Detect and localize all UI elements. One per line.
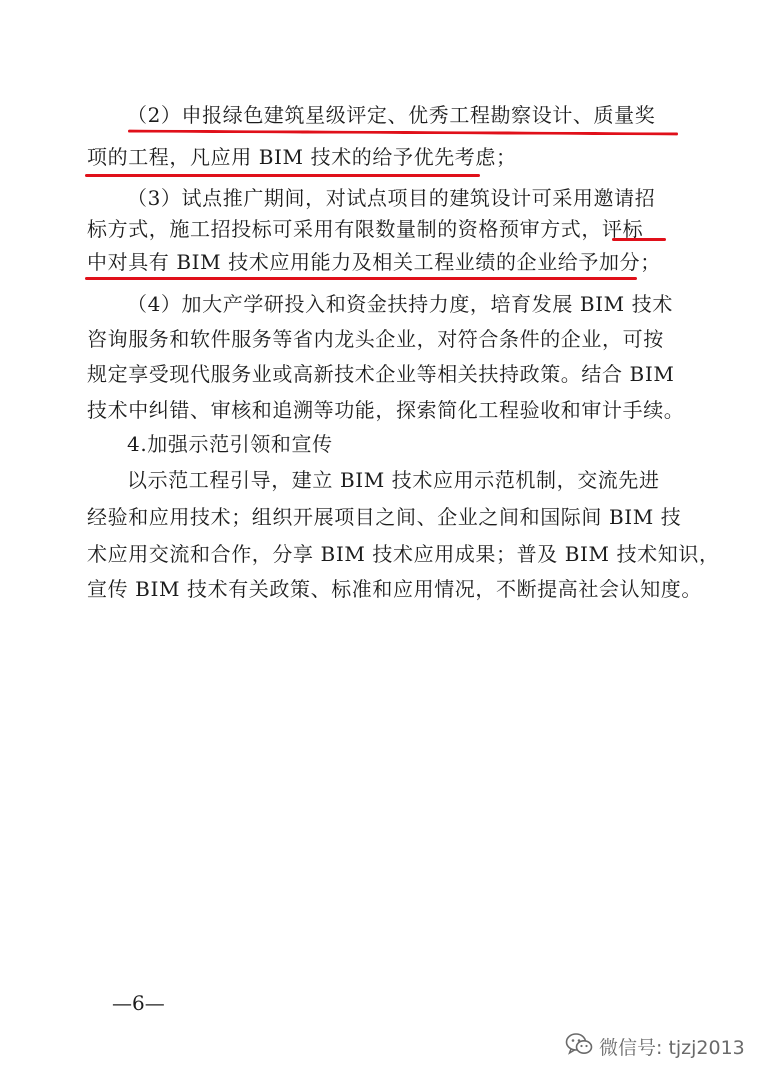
paragraph-line: 技术中纠错、审核和追溯等功能，探索简化工程验收和审计手续。	[87, 398, 685, 422]
paragraph-line: 标方式，施工招投标可采用有限数量制的资格预审方式，评标	[87, 217, 644, 241]
paragraph-line: 中对具有 BIM 技术应用能力及相关工程业绩的企业给予加分；	[87, 250, 661, 274]
paragraph-line: 以示范工程引导，建立 BIM 技术应用示范机制，交流先进	[127, 468, 660, 492]
watermark-text: 微信号: tjzj2013	[599, 1037, 745, 1059]
red-underline	[85, 277, 637, 280]
paragraph-line: 术应用交流和合作，分享 BIM 技术应用成果；普及 BIM 技术知识，	[87, 542, 720, 566]
paragraph-line: （3）试点推广期间，对试点项目的建筑设计可采用邀请招	[127, 186, 656, 210]
paragraph-line: 项的工程，凡应用 BIM 技术的给予优先考虑；	[87, 145, 517, 169]
section-heading: 4.加强示范引领和宣传	[127, 432, 333, 456]
paragraph-line: 规定享受现代服务业或高新技术企业等相关扶持政策。结合 BIM	[87, 362, 675, 386]
wechat-watermark	[565, 1032, 745, 1061]
page-number: —6—	[112, 991, 165, 1015]
paragraph-line: （2）申报绿色建筑星级评定、优秀工程勘察设计、质量奖	[127, 103, 656, 127]
wechat-icon	[565, 1032, 593, 1061]
paragraph-line: 宣传 BIM 技术有关政策、标准和应用情况，不断提高社会认知度。	[87, 577, 702, 601]
paragraph-line: 经验和应用技术；组织开展项目之间、企业之间和国际间 BIM 技	[87, 505, 682, 529]
paragraph-line: 咨询服务和软件服务等省内龙头企业，对符合条件的企业，可按	[87, 327, 664, 351]
red-underline	[85, 174, 480, 177]
red-underline	[128, 130, 678, 136]
paragraph-line: （4）加大产学研投入和资金扶持力度，培育发展 BIM 技术	[127, 292, 673, 316]
